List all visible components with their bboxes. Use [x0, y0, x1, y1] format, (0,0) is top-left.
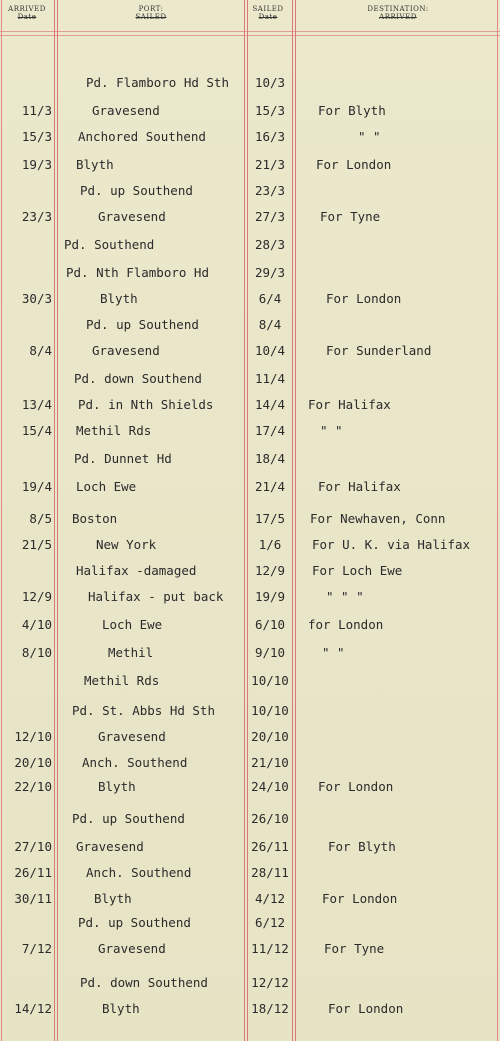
destination-cell: For Loch Ewe — [312, 563, 403, 578]
sailed-cell: 10/3 — [254, 75, 286, 90]
sailed-cell: 6/10 — [254, 617, 286, 632]
arrived-cell: 30/3 — [21, 291, 52, 306]
sailed-cell: 6/4 — [258, 291, 282, 306]
arrived-cell: 21/5 — [21, 537, 52, 552]
destination-cell: For London — [326, 291, 402, 306]
arrived-cell: 30/11 — [14, 891, 52, 906]
arrived-cell: 23/3 — [21, 209, 52, 224]
table-row — [0, 368, 500, 390]
port-cell: Anchored Southend — [78, 129, 206, 144]
sailed-cell: 4/12 — [254, 891, 286, 906]
port-cell: Boston — [72, 511, 118, 526]
sailed-cell: 14/4 — [254, 397, 286, 412]
sailed-cell: 26/10 — [251, 811, 289, 826]
sailed-cell: 1/6 — [258, 537, 282, 552]
sailed-cell: 12/12 — [251, 975, 289, 990]
header-sailed-bottom: Date — [258, 13, 278, 21]
table-row — [0, 234, 500, 256]
port-cell: Pd. up Southend — [86, 317, 199, 332]
table-row — [0, 586, 500, 608]
table-row — [0, 206, 500, 228]
arrived-cell: 26/11 — [14, 865, 52, 880]
sailed-cell: 16/3 — [254, 129, 286, 144]
table-row — [0, 972, 500, 994]
table-row — [0, 614, 500, 636]
sailed-cell: 29/3 — [254, 265, 286, 280]
arrived-cell: 14/12 — [14, 1001, 52, 1016]
sailed-cell: 23/3 — [254, 183, 286, 198]
arrived-cell: 8/5 — [29, 511, 52, 526]
destination-cell: For London — [316, 157, 392, 172]
sailed-cell: 11/12 — [251, 941, 289, 956]
port-cell: Pd. Flamboro Hd Sth — [86, 75, 229, 90]
header-arrived-top: ARRIVED — [8, 5, 46, 13]
table-row — [0, 394, 500, 416]
arrived-cell: 19/4 — [21, 479, 52, 494]
destination-cell: " " " — [326, 589, 364, 604]
destination-cell: For Tyne — [320, 209, 381, 224]
header-rule — [0, 31, 500, 32]
sailed-cell: 27/3 — [254, 209, 286, 224]
table-row — [0, 448, 500, 470]
arrived-cell: 22/10 — [14, 779, 52, 794]
table-row — [0, 938, 500, 960]
sailed-cell: 18/4 — [254, 451, 286, 466]
sailed-cell: 9/10 — [254, 645, 286, 660]
table-row — [0, 72, 500, 94]
header-destination-bottom: ARRIVED — [379, 13, 417, 21]
arrived-cell: 8/10 — [21, 645, 52, 660]
table-row — [0, 534, 500, 556]
table-row — [0, 420, 500, 442]
port-cell: Blyth — [98, 779, 136, 794]
sailed-cell: 11/4 — [254, 371, 286, 386]
sailed-cell: 28/11 — [251, 865, 289, 880]
sailed-cell: 17/4 — [254, 423, 286, 438]
port-cell: Blyth — [94, 891, 132, 906]
header-sailed — [246, 5, 290, 29]
table-row — [0, 180, 500, 202]
sailed-cell: 15/3 — [254, 103, 286, 118]
sailed-cell: 24/10 — [251, 779, 289, 794]
port-cell: Methil Rds — [84, 673, 160, 688]
table-row — [0, 752, 500, 774]
arrived-cell: 15/3 — [21, 129, 52, 144]
table-row — [0, 670, 500, 692]
destination-cell: For Tyne — [324, 941, 385, 956]
port-cell: Gravesend — [98, 941, 166, 956]
arrived-cell: 8/4 — [29, 343, 52, 358]
table-row — [0, 100, 500, 122]
arrived-cell: 12/10 — [14, 729, 52, 744]
port-cell: Methil Rds — [76, 423, 152, 438]
sailed-cell: 18/12 — [251, 1001, 289, 1016]
sailed-cell: 17/5 — [254, 511, 286, 526]
table-row — [0, 776, 500, 798]
port-cell: Gravesend — [92, 103, 160, 118]
port-cell: Pd. down Southend — [80, 975, 208, 990]
destination-cell: For London — [322, 891, 398, 906]
table-row — [0, 726, 500, 748]
table-row — [0, 476, 500, 498]
header-arrived-bottom: Date — [17, 13, 37, 21]
port-cell: Pd. in Nth Shields — [78, 397, 214, 412]
sailed-cell: 21/4 — [254, 479, 286, 494]
arrived-cell: 13/4 — [21, 397, 52, 412]
port-cell: Blyth — [76, 157, 114, 172]
destination-cell: For Halifax — [318, 479, 401, 494]
table-row — [0, 314, 500, 336]
port-cell: Pd. Southend — [64, 237, 155, 252]
table-row — [0, 126, 500, 148]
sailed-cell: 21/3 — [254, 157, 286, 172]
port-cell: Pd. up Southend — [78, 915, 191, 930]
port-cell: Methil — [108, 645, 154, 660]
sailed-cell: 10/4 — [254, 343, 286, 358]
table-row — [0, 912, 500, 934]
port-cell: Pd. St. Abbs Hd Sth — [72, 703, 215, 718]
port-cell: Halifax -damaged — [76, 563, 197, 578]
table-row — [0, 836, 500, 858]
header-port-top: PORT: — [138, 5, 164, 13]
table-row — [0, 262, 500, 284]
table-row — [0, 154, 500, 176]
destination-cell: For Halifax — [308, 397, 391, 412]
header-port-bottom: SAILED — [135, 13, 167, 21]
table-row — [0, 288, 500, 310]
sailed-cell: 6/12 — [254, 915, 286, 930]
port-cell: New York — [96, 537, 157, 552]
arrived-cell: 4/10 — [21, 617, 52, 632]
sailed-cell: 21/10 — [251, 755, 289, 770]
destination-cell: For U. K. via Halifax — [312, 537, 471, 552]
port-cell: Anch. Southend — [86, 865, 192, 880]
destination-cell: For Sunderland — [326, 343, 432, 358]
port-cell: Pd. Nth Flamboro Hd — [66, 265, 209, 280]
port-cell: Pd. down Southend — [74, 371, 202, 386]
destination-cell: for London — [308, 617, 384, 632]
table-row — [0, 862, 500, 884]
port-cell: Gravesend — [92, 343, 160, 358]
header-rule-2 — [0, 35, 500, 36]
destination-cell: " " — [322, 645, 345, 660]
table-row — [0, 700, 500, 722]
table-row — [0, 508, 500, 530]
arrived-cell: 15/4 — [21, 423, 52, 438]
port-cell: Anch. Southend — [82, 755, 188, 770]
arrived-cell: 19/3 — [21, 157, 52, 172]
destination-cell: " " — [320, 423, 343, 438]
sailed-cell: 8/4 — [258, 317, 282, 332]
arrived-cell: 27/10 — [14, 839, 52, 854]
sailed-cell: 12/9 — [254, 563, 286, 578]
arrived-cell: 11/3 — [21, 103, 52, 118]
port-cell: Pd. Dunnet Hd — [74, 451, 172, 466]
port-cell: Blyth — [102, 1001, 140, 1016]
destination-cell: For Newhaven, Conn — [310, 511, 446, 526]
header-port — [58, 5, 244, 29]
destination-cell: For London — [318, 779, 394, 794]
sailed-cell: 10/10 — [251, 703, 289, 718]
port-cell: Gravesend — [98, 209, 166, 224]
sailed-cell: 20/10 — [251, 729, 289, 744]
header-destination-top: DESTINATION: — [367, 5, 429, 13]
table-row — [0, 642, 500, 664]
table-row — [0, 808, 500, 830]
table-row — [0, 560, 500, 582]
port-cell: Loch Ewe — [76, 479, 137, 494]
sailed-cell: 10/10 — [251, 673, 289, 688]
port-cell: Halifax - put back — [88, 589, 224, 604]
port-cell: Blyth — [100, 291, 138, 306]
arrived-cell: 12/9 — [21, 589, 52, 604]
header-destination — [298, 5, 498, 29]
port-cell: Gravesend — [98, 729, 166, 744]
destination-cell: For Blyth — [328, 839, 396, 854]
port-cell: Loch Ewe — [102, 617, 163, 632]
arrived-cell: 20/10 — [14, 755, 52, 770]
table-row — [0, 340, 500, 362]
port-cell: Pd. up Southend — [80, 183, 193, 198]
destination-cell: For London — [328, 1001, 404, 1016]
header-arrived — [0, 5, 54, 29]
sailed-cell: 19/9 — [254, 589, 286, 604]
destination-cell: " " — [358, 129, 381, 144]
port-cell: Gravesend — [76, 839, 144, 854]
destination-cell: For Blyth — [318, 103, 386, 118]
table-row — [0, 888, 500, 910]
sailed-cell: 26/11 — [251, 839, 289, 854]
arrived-cell: 7/12 — [21, 941, 52, 956]
sailed-cell: 28/3 — [254, 237, 286, 252]
header-sailed-top: SAILED — [252, 5, 284, 13]
port-cell: Pd. up Southend — [72, 811, 185, 826]
table-row — [0, 998, 500, 1020]
